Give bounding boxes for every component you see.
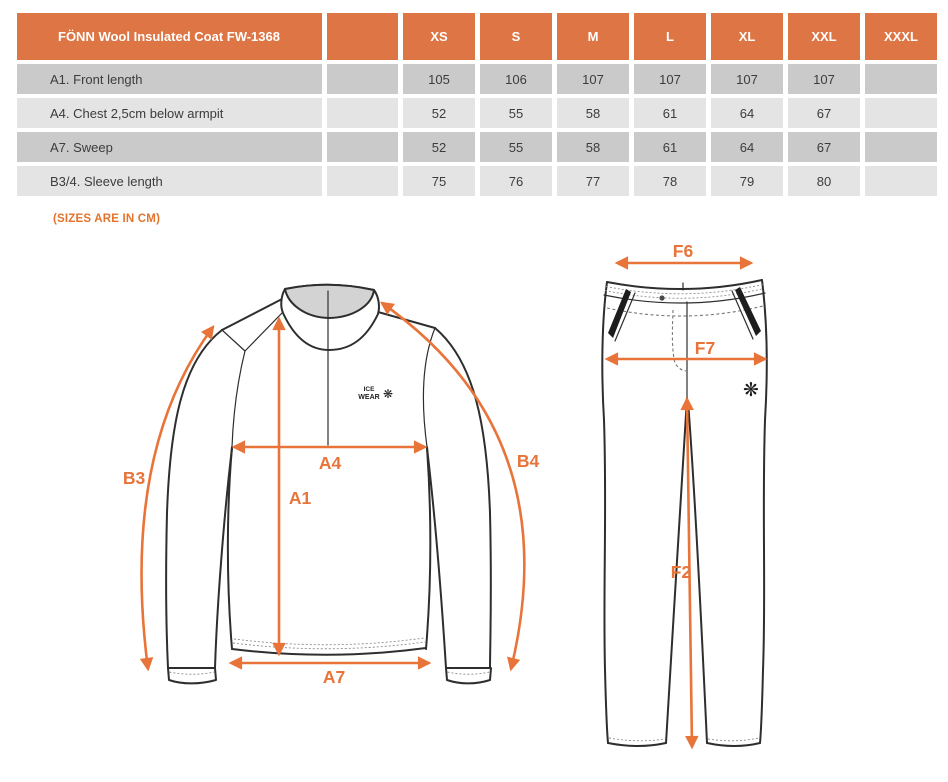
jacket-measurement-diagram xyxy=(110,265,555,695)
cell-value: 75 xyxy=(403,166,475,196)
cell-value: 107 xyxy=(788,64,860,94)
row-label: A7. Sweep xyxy=(17,132,322,162)
units-note: (SIZES ARE IN CM) xyxy=(53,213,161,225)
logo-text-ice: ICE xyxy=(363,386,375,393)
logo-text-wear: WEAR xyxy=(358,394,380,401)
f2-label: F2 xyxy=(670,562,692,582)
column-header-size: XS xyxy=(403,13,475,60)
cell-value: 52 xyxy=(403,132,475,162)
cell-value: 61 xyxy=(634,132,706,162)
cell-value: 78 xyxy=(634,166,706,196)
row-label: A4. Chest 2,5cm below armpit xyxy=(17,98,322,128)
cell-value xyxy=(865,132,937,162)
waist-button xyxy=(659,295,664,300)
a7-label: A7 xyxy=(322,667,346,687)
b3-label: B3 xyxy=(122,468,146,488)
jacket-measurement-arrows xyxy=(123,303,540,687)
cell-empty xyxy=(327,166,398,196)
column-header-size: XXXL xyxy=(865,13,937,60)
cell-value: 58 xyxy=(557,98,629,128)
column-header-size: M xyxy=(557,13,629,60)
a4-label: A4 xyxy=(318,453,342,473)
cell-empty xyxy=(327,64,398,94)
cell-value: 80 xyxy=(788,166,860,196)
column-header-size: L xyxy=(634,13,706,60)
cell-value xyxy=(865,64,937,94)
cell-value: 77 xyxy=(557,166,629,196)
pants-measurement-diagram xyxy=(590,240,795,770)
column-header-size: XL xyxy=(711,13,783,60)
pants-snowflake-icon: ❋ xyxy=(743,380,759,401)
jacket-outline xyxy=(166,285,491,684)
size-chart-table xyxy=(17,13,937,196)
a1-label: A1 xyxy=(288,488,312,508)
cell-value: 64 xyxy=(711,98,783,128)
b4-sleeve-arrow xyxy=(382,303,524,669)
cell-value xyxy=(865,166,937,196)
cell-value xyxy=(865,98,937,128)
cell-value: 67 xyxy=(788,98,860,128)
cell-value: 52 xyxy=(403,98,475,128)
cell-empty xyxy=(327,98,398,128)
b4-label: B4 xyxy=(516,451,540,471)
f6-label: F6 xyxy=(672,241,694,261)
row-label: B3/4. Sleeve length xyxy=(17,166,322,196)
cell-empty xyxy=(327,132,398,162)
column-header-size: S xyxy=(480,13,552,60)
cell-value: 55 xyxy=(480,132,552,162)
brand-snowflake-icon: ❋ xyxy=(382,387,394,401)
column-header-empty xyxy=(327,13,398,60)
cell-value: 107 xyxy=(634,64,706,94)
product-title: FÖNN Wool Insulated Coat FW-1368 xyxy=(17,13,322,60)
pants-measurement-arrows xyxy=(607,241,765,747)
cell-value: 55 xyxy=(480,98,552,128)
f7-label: F7 xyxy=(694,338,716,358)
b3-sleeve-arrow xyxy=(142,327,213,669)
cell-value: 64 xyxy=(711,132,783,162)
cell-value: 67 xyxy=(788,132,860,162)
row-label: A1. Front length xyxy=(17,64,322,94)
cell-value: 105 xyxy=(403,64,475,94)
cell-value: 61 xyxy=(634,98,706,128)
cell-value: 107 xyxy=(711,64,783,94)
cell-value: 76 xyxy=(480,166,552,196)
cell-value: 106 xyxy=(480,64,552,94)
cell-value: 79 xyxy=(711,166,783,196)
cell-value: 58 xyxy=(557,132,629,162)
pants-outline xyxy=(602,280,766,746)
column-header-size: XXL xyxy=(788,13,860,60)
jacket-logo xyxy=(358,386,393,401)
cell-value: 107 xyxy=(557,64,629,94)
